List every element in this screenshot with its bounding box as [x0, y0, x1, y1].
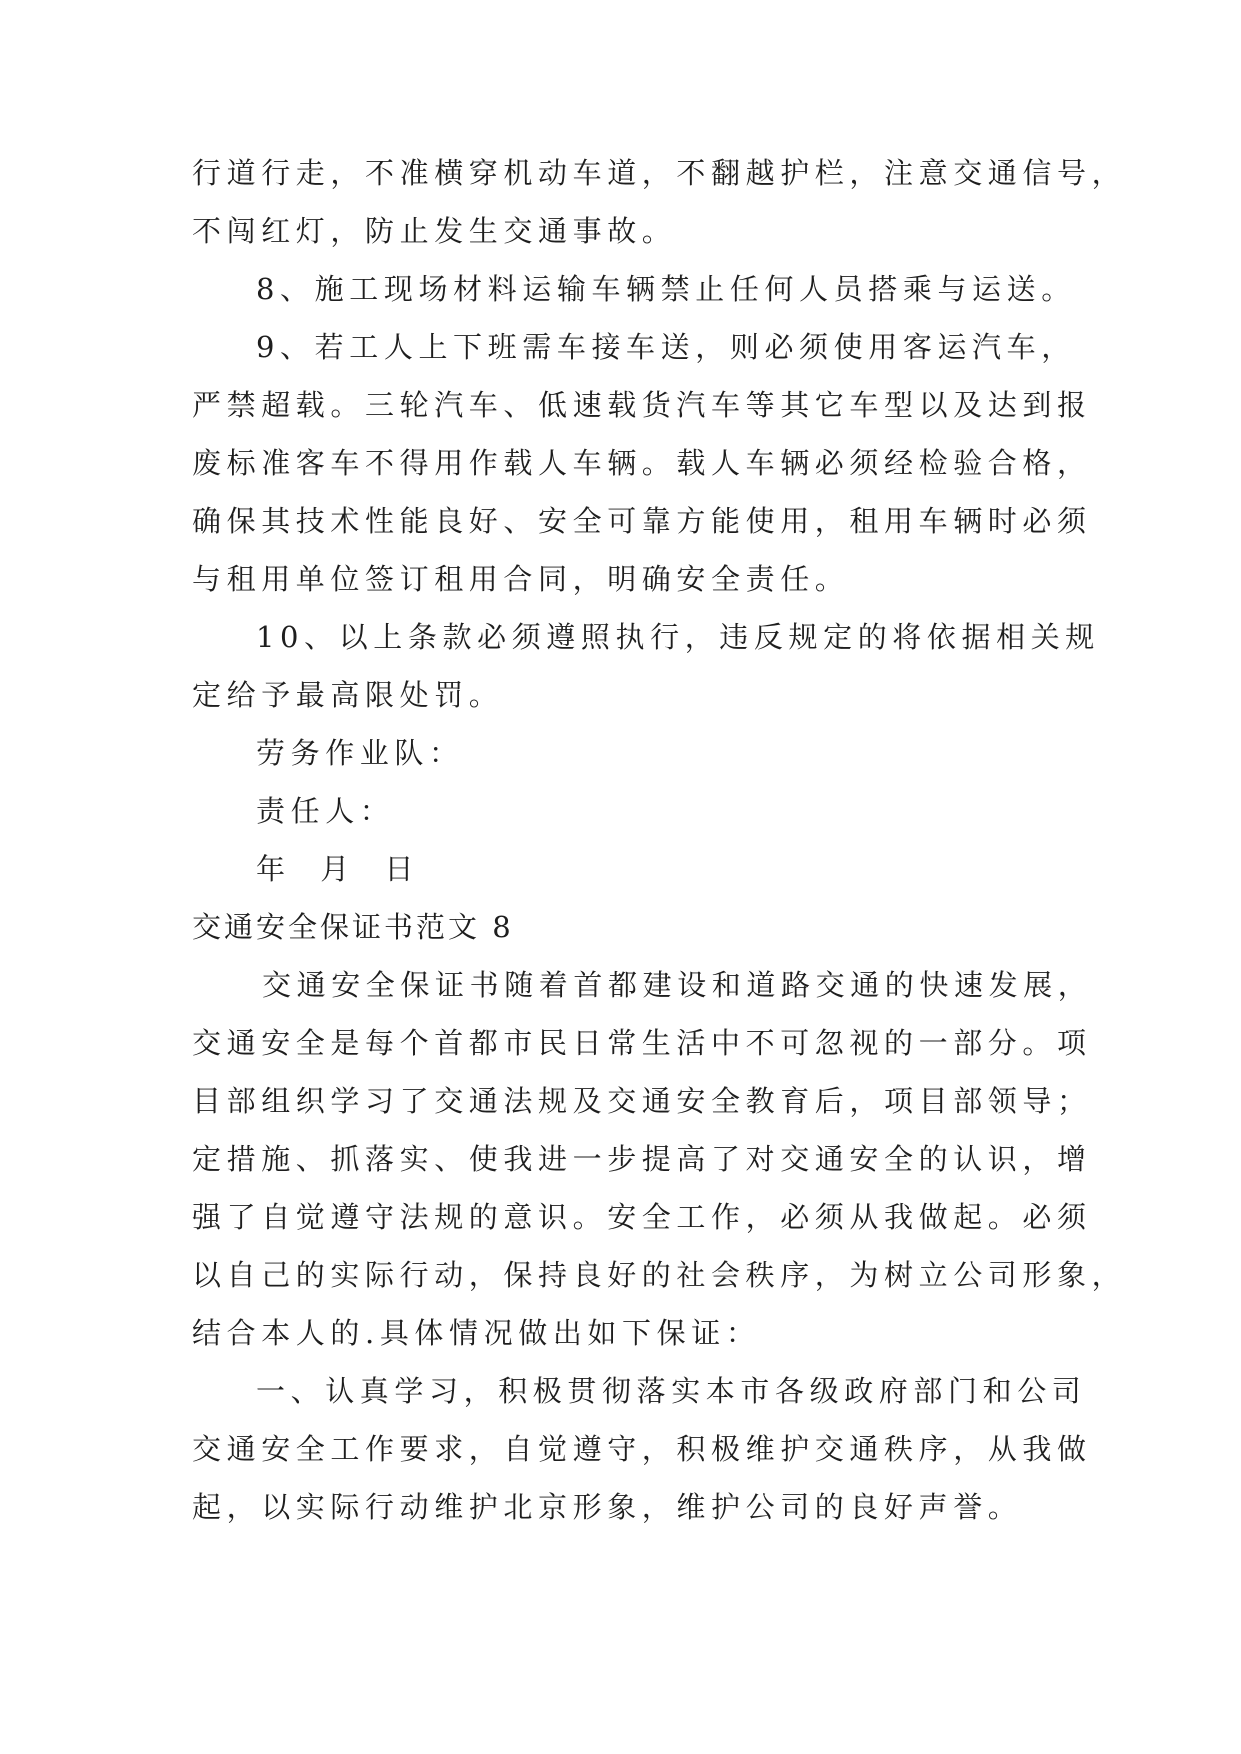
paragraph-line: 交通安全工作要求，自觉遵守，积极维护交通秩序，从我做: [192, 1432, 1092, 1466]
paragraph-line: 与租用单位签订租用合同，明确安全责任。: [192, 562, 850, 596]
section-heading: 交通安全保证书范文 8: [192, 910, 514, 944]
paragraph-line: 目部组织学习了交通法规及交通安全教育后，项目部领导；: [192, 1084, 1092, 1118]
paragraph-line: 确保其技术性能良好、安全可靠方能使用，租用车辆时必须: [192, 504, 1092, 538]
paragraph-line: 起，以实际行动维护北京形象，维护公司的良好声誉。: [192, 1490, 1023, 1524]
paragraph-line: 定措施、抓落实、使我进一步提高了对交通安全的认识，增: [192, 1142, 1092, 1176]
paragraph-line: 强了自觉遵守法规的意识。安全工作，必须从我做起。必须: [192, 1200, 1092, 1234]
date-line: 年 月 日: [256, 852, 420, 886]
paragraph-line: 不闯红灯，防止发生交通事故。: [192, 214, 677, 248]
paragraph-line: 8、施工现场材料运输车辆禁止任何人员搭乘与运送。: [256, 272, 1076, 306]
paragraph-line: 定给予最高限处罚。: [192, 678, 504, 712]
paragraph-line: 以自己的实际行动，保持良好的社会秩序，为树立公司形象，: [192, 1258, 1127, 1292]
paragraph-line: 废标准客车不得用作载人车辆。载人车辆必须经检验合格，: [192, 446, 1092, 480]
signature-label-person: 责任人：: [256, 794, 395, 828]
paragraph-line: 交通安全是每个首都市民日常生活中不可忽视的一部分。项: [192, 1026, 1092, 1060]
paragraph-line: 10、以上条款必须遵照执行，违反规定的将依据相关规: [256, 620, 1100, 654]
paragraph-line: 行道行走，不准横穿机动车道，不翻越护栏，注意交通信号，: [192, 156, 1127, 190]
paragraph-line: 交通安全保证书随着首都建设和道路交通的快速发展，: [262, 968, 1093, 1002]
paragraph-line: 结合本人的.具体情况做出如下保证：: [192, 1316, 761, 1350]
paragraph-line: 9、若工人上下班需车接车送，则必须使用客运汽车，: [256, 330, 1076, 364]
signature-label-team: 劳务作业队：: [256, 736, 464, 770]
paragraph-line: 严禁超载。三轮汽车、低速载货汽车等其它车型以及达到报: [192, 388, 1092, 422]
paragraph-line: 一、认真学习，积极贯彻落实本市各级政府部门和公司: [256, 1374, 1087, 1408]
